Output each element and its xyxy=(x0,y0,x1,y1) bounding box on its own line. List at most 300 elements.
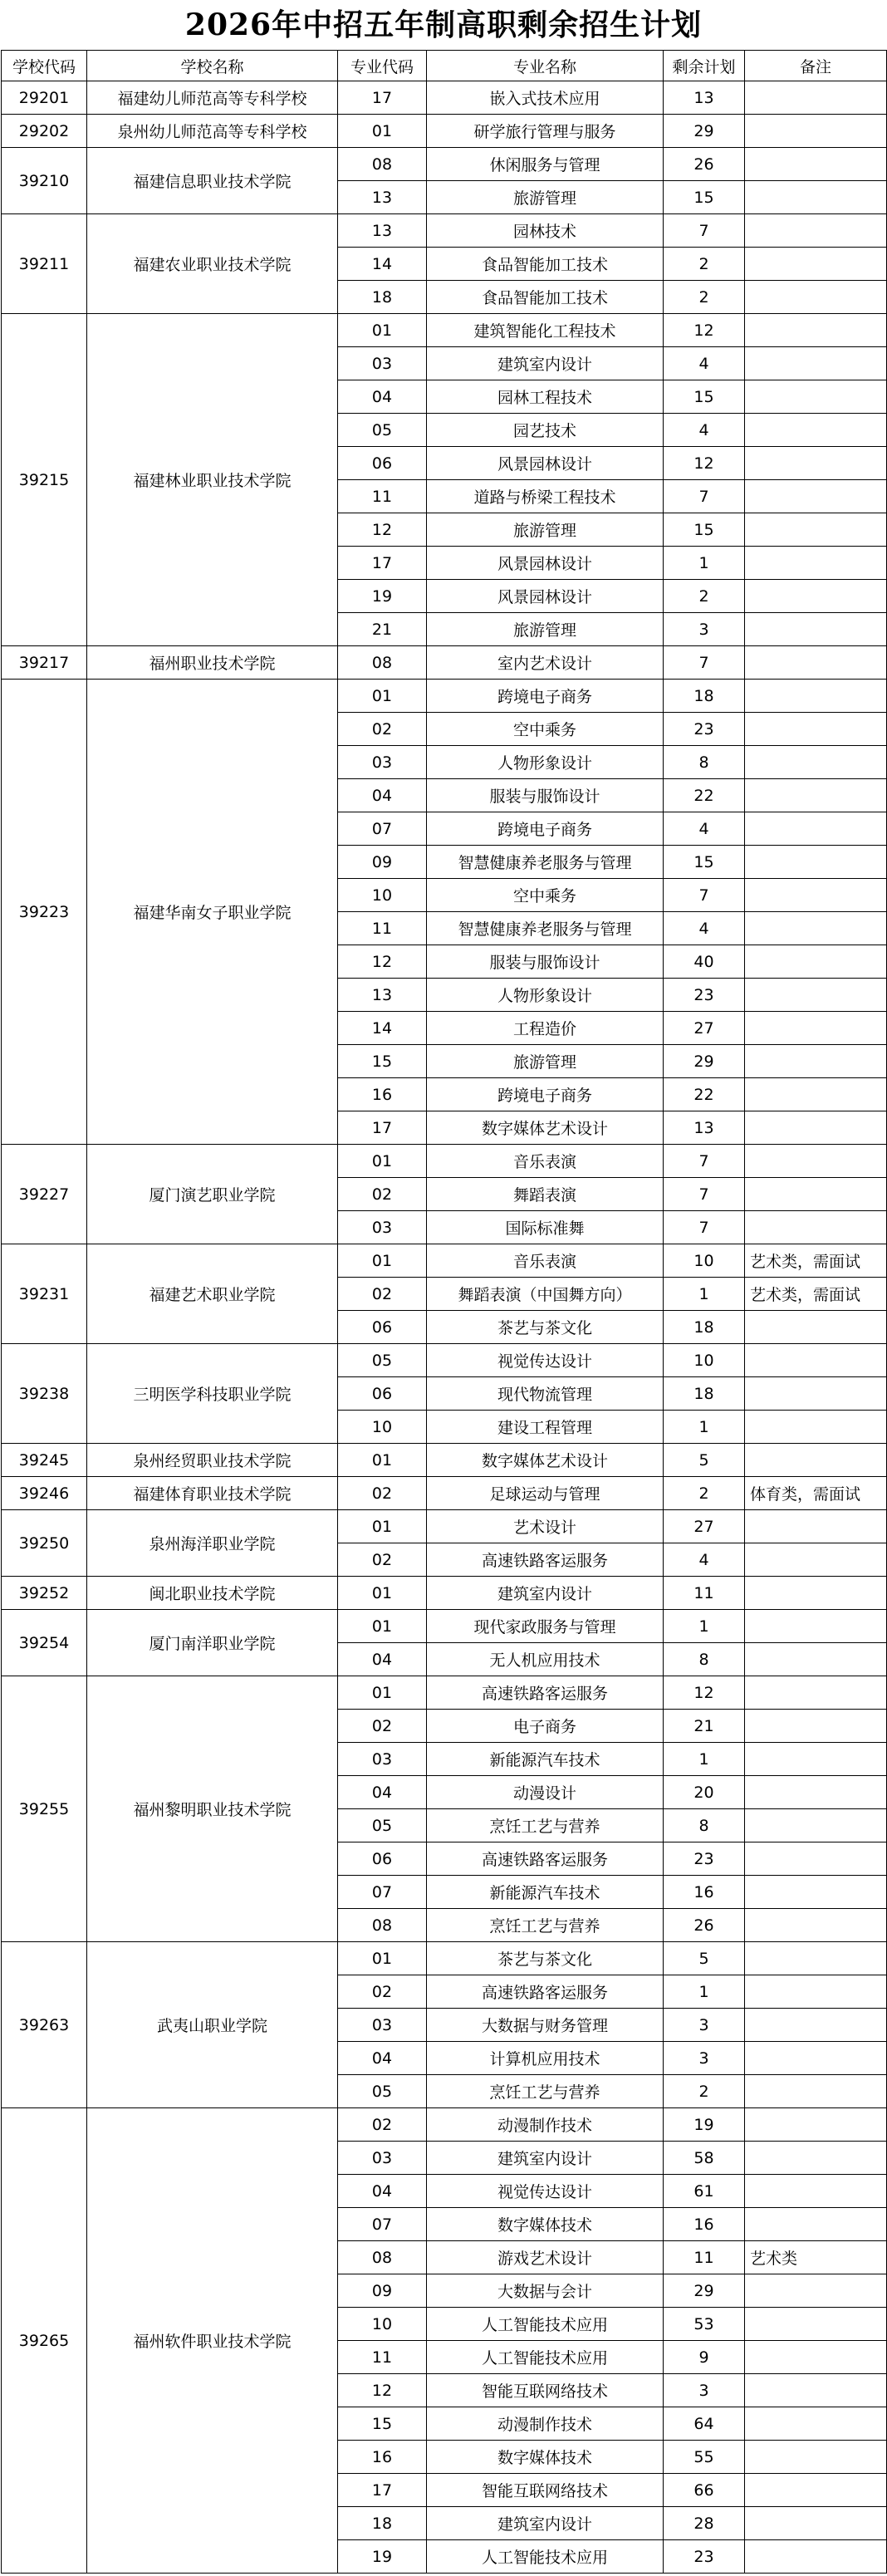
major-code-cell: 07 xyxy=(338,812,427,846)
major-code-cell: 04 xyxy=(338,779,427,812)
major-code-cell: 17 xyxy=(338,1111,427,1145)
table-row xyxy=(2,314,887,347)
remaining-cell: 9 xyxy=(664,2341,745,2374)
remaining-cell: 58 xyxy=(664,2142,745,2175)
major-code-cell: 21 xyxy=(338,613,427,646)
remaining-cell: 23 xyxy=(664,979,745,1012)
major-code-cell: 02 xyxy=(338,1278,427,1311)
remaining-cell: 18 xyxy=(664,680,745,713)
remark-cell xyxy=(745,1344,887,1377)
remark-cell xyxy=(745,2308,887,2341)
remark-cell xyxy=(745,1045,887,1078)
remaining-cell: 4 xyxy=(664,912,745,945)
remark-cell xyxy=(745,380,887,414)
remark-cell xyxy=(745,1377,887,1411)
remaining-cell: 21 xyxy=(664,1710,745,1743)
major-code-cell: 01 xyxy=(338,1444,427,1477)
remaining-cell: 12 xyxy=(664,314,745,347)
remaining-cell: 18 xyxy=(664,1377,745,1411)
remark-cell xyxy=(745,214,887,248)
major-code-cell: 07 xyxy=(338,1876,427,1909)
table-row xyxy=(2,1477,887,1510)
major-code-cell: 08 xyxy=(338,1909,427,1942)
major-name-cell: 园艺技术 xyxy=(427,414,664,447)
major-name-cell: 大数据与会计 xyxy=(427,2274,664,2308)
major-name-cell: 休闲服务与管理 xyxy=(427,148,664,181)
major-code-cell: 06 xyxy=(338,1377,427,1411)
remaining-cell: 29 xyxy=(664,115,745,148)
major-code-cell: 09 xyxy=(338,846,427,879)
remaining-cell: 18 xyxy=(664,1311,745,1344)
remark-cell xyxy=(745,2009,887,2042)
remaining-cell: 10 xyxy=(664,1344,745,1377)
remaining-cell: 7 xyxy=(664,1178,745,1211)
remark-cell xyxy=(745,1444,887,1477)
major-code-cell: 16 xyxy=(338,1078,427,1111)
major-name-cell: 跨境电子商务 xyxy=(427,1078,664,1111)
major-code-cell: 02 xyxy=(338,2108,427,2142)
major-name-cell: 食品智能加工技术 xyxy=(427,248,664,281)
major-name-cell: 嵌入式技术应用 xyxy=(427,81,664,115)
remark-cell xyxy=(745,2474,887,2507)
remaining-cell: 11 xyxy=(664,1577,745,1610)
remaining-cell: 23 xyxy=(664,1842,745,1876)
remark-cell xyxy=(745,181,887,214)
major-name-cell: 建筑室内设计 xyxy=(427,1577,664,1610)
major-code-cell: 05 xyxy=(338,1344,427,1377)
major-code-cell: 15 xyxy=(338,1045,427,1078)
remaining-cell: 7 xyxy=(664,879,745,912)
major-name-cell: 服装与服饰设计 xyxy=(427,779,664,812)
major-code-cell: 05 xyxy=(338,2075,427,2108)
major-name-cell: 人物形象设计 xyxy=(427,979,664,1012)
remark-cell xyxy=(745,1710,887,1743)
remaining-cell: 55 xyxy=(664,2441,745,2474)
major-name-cell: 动漫制作技术 xyxy=(427,2108,664,2142)
remaining-cell: 15 xyxy=(664,181,745,214)
school-code-cell: 39223 xyxy=(2,680,87,1145)
remaining-cell: 16 xyxy=(664,2208,745,2241)
remaining-cell: 1 xyxy=(664,1743,745,1776)
major-name-cell: 风景园林设计 xyxy=(427,447,664,480)
major-name-cell: 人工智能技术应用 xyxy=(427,2308,664,2341)
remark-cell xyxy=(745,1111,887,1145)
school-name-cell: 福州职业技术学院 xyxy=(87,646,338,680)
remaining-cell: 4 xyxy=(664,347,745,380)
remaining-cell: 40 xyxy=(664,945,745,979)
school-name-cell: 泉州幼儿师范高等专科学校 xyxy=(87,115,338,148)
remark-cell xyxy=(745,1510,887,1543)
remark-cell xyxy=(745,2507,887,2540)
major-name-cell: 建设工程管理 xyxy=(427,1411,664,1444)
major-name-cell: 园林工程技术 xyxy=(427,380,664,414)
remark-cell xyxy=(745,2374,887,2407)
remark-cell xyxy=(745,414,887,447)
major-code-cell: 02 xyxy=(338,713,427,746)
school-name-cell: 福建农业职业技术学院 xyxy=(87,214,338,314)
school-name-cell: 福建信息职业技术学院 xyxy=(87,148,338,214)
header-remark: 备注 xyxy=(745,51,887,81)
remark-cell xyxy=(745,148,887,181)
remaining-cell: 23 xyxy=(664,2540,745,2574)
remaining-cell: 27 xyxy=(664,1012,745,1045)
remark-cell xyxy=(745,945,887,979)
school-name-cell: 福州软件职业技术学院 xyxy=(87,2108,338,2574)
major-name-cell: 茶艺与茶文化 xyxy=(427,1311,664,1344)
major-name-cell: 高速铁路客运服务 xyxy=(427,1842,664,1876)
major-name-cell: 研学旅行管理与服务 xyxy=(427,115,664,148)
school-name-cell: 厦门南洋职业学院 xyxy=(87,1610,338,1676)
remaining-cell: 2 xyxy=(664,248,745,281)
major-code-cell: 03 xyxy=(338,2142,427,2175)
major-name-cell: 智能互联网络技术 xyxy=(427,2474,664,2507)
major-name-cell: 音乐表演 xyxy=(427,1145,664,1178)
school-name-cell: 福建华南女子职业学院 xyxy=(87,680,338,1145)
remaining-cell: 16 xyxy=(664,1876,745,1909)
table-row xyxy=(2,1510,887,1543)
remaining-cell: 7 xyxy=(664,646,745,680)
enrollment-table xyxy=(1,50,887,2574)
major-name-cell: 旅游管理 xyxy=(427,1045,664,1078)
major-name-cell: 现代物流管理 xyxy=(427,1377,664,1411)
remark-cell xyxy=(745,1145,887,1178)
remark-cell xyxy=(745,2075,887,2108)
remaining-cell: 2 xyxy=(664,2075,745,2108)
table-row xyxy=(2,1577,887,1610)
remaining-cell: 7 xyxy=(664,1145,745,1178)
school-code-cell: 39246 xyxy=(2,1477,87,1510)
remaining-cell: 15 xyxy=(664,513,745,547)
remaining-cell: 2 xyxy=(664,1477,745,1510)
school-code-cell: 39217 xyxy=(2,646,87,680)
major-name-cell: 游戏艺术设计 xyxy=(427,2241,664,2274)
remark-cell xyxy=(745,1610,887,1643)
major-name-cell: 新能源汽车技术 xyxy=(427,1876,664,1909)
major-code-cell: 17 xyxy=(338,81,427,115)
remaining-cell: 5 xyxy=(664,1942,745,1975)
major-code-cell: 13 xyxy=(338,979,427,1012)
major-code-cell: 07 xyxy=(338,2208,427,2241)
school-name-cell: 武夷山职业学院 xyxy=(87,1942,338,2108)
school-name-cell: 福建幼儿师范高等专科学校 xyxy=(87,81,338,115)
remaining-cell: 7 xyxy=(664,1211,745,1244)
school-name-cell: 福建艺术职业学院 xyxy=(87,1244,338,1344)
remaining-cell: 10 xyxy=(664,1244,745,1278)
remark-cell: 艺术类，需面试 xyxy=(745,1244,887,1278)
major-name-cell: 风景园林设计 xyxy=(427,580,664,613)
major-code-cell: 03 xyxy=(338,2009,427,2042)
major-name-cell: 艺术设计 xyxy=(427,1510,664,1543)
school-name-cell: 闽北职业技术学院 xyxy=(87,1577,338,1610)
table-row xyxy=(2,115,887,148)
remaining-cell: 4 xyxy=(664,812,745,846)
remaining-cell: 3 xyxy=(664,613,745,646)
major-code-cell: 04 xyxy=(338,2175,427,2208)
remaining-cell: 8 xyxy=(664,1643,745,1676)
school-code-cell: 39227 xyxy=(2,1145,87,1244)
school-code-cell: 39250 xyxy=(2,1510,87,1577)
major-name-cell: 空中乘务 xyxy=(427,713,664,746)
major-name-cell: 跨境电子商务 xyxy=(427,680,664,713)
major-name-cell: 工程造价 xyxy=(427,1012,664,1045)
major-name-cell: 音乐表演 xyxy=(427,1244,664,1278)
remark-cell xyxy=(745,281,887,314)
remaining-cell: 15 xyxy=(664,846,745,879)
remaining-cell: 64 xyxy=(664,2407,745,2441)
remark-cell xyxy=(745,1676,887,1710)
major-code-cell: 19 xyxy=(338,2540,427,2574)
major-name-cell: 建筑室内设计 xyxy=(427,2507,664,2540)
major-name-cell: 室内艺术设计 xyxy=(427,646,664,680)
remark-cell xyxy=(745,2341,887,2374)
major-name-cell: 人工智能技术应用 xyxy=(427,2341,664,2374)
table-row xyxy=(2,1444,887,1477)
remark-cell xyxy=(745,1078,887,1111)
remaining-cell: 22 xyxy=(664,1078,745,1111)
school-code-cell: 39211 xyxy=(2,214,87,314)
school-code-cell: 39245 xyxy=(2,1444,87,1477)
major-name-cell: 道路与桥梁工程技术 xyxy=(427,480,664,513)
major-name-cell: 烹饪工艺与营养 xyxy=(427,1909,664,1942)
major-code-cell: 06 xyxy=(338,1842,427,1876)
school-name-cell: 泉州海洋职业学院 xyxy=(87,1510,338,1577)
remaining-cell: 13 xyxy=(664,81,745,115)
remark-cell xyxy=(745,646,887,680)
school-code-cell: 39210 xyxy=(2,148,87,214)
remark-cell xyxy=(745,1809,887,1842)
remark-cell xyxy=(745,547,887,580)
remark-cell xyxy=(745,1411,887,1444)
major-name-cell: 人物形象设计 xyxy=(427,746,664,779)
header-major-code: 专业代码 xyxy=(338,51,427,81)
remark-cell xyxy=(745,2108,887,2142)
major-code-cell: 13 xyxy=(338,214,427,248)
major-code-cell: 02 xyxy=(338,1477,427,1510)
school-name-cell: 厦门演艺职业学院 xyxy=(87,1145,338,1244)
major-code-cell: 03 xyxy=(338,1211,427,1244)
table-row xyxy=(2,214,887,248)
remark-cell xyxy=(745,2540,887,2574)
major-code-cell: 01 xyxy=(338,1610,427,1643)
school-code-cell: 39254 xyxy=(2,1610,87,1676)
major-code-cell: 01 xyxy=(338,1676,427,1710)
major-code-cell: 18 xyxy=(338,281,427,314)
school-code-cell: 39255 xyxy=(2,1676,87,1942)
major-code-cell: 10 xyxy=(338,879,427,912)
remark-cell xyxy=(745,1311,887,1344)
table-header-row xyxy=(2,51,887,81)
major-code-cell: 03 xyxy=(338,347,427,380)
remark-cell xyxy=(745,513,887,547)
major-name-cell: 视觉传达设计 xyxy=(427,2175,664,2208)
remark-cell xyxy=(745,447,887,480)
major-name-cell: 高速铁路客运服务 xyxy=(427,1676,664,1710)
remaining-cell: 27 xyxy=(664,1510,745,1543)
major-code-cell: 01 xyxy=(338,115,427,148)
table-row xyxy=(2,680,887,713)
remark-cell xyxy=(745,2142,887,2175)
table-row xyxy=(2,1676,887,1710)
remaining-cell: 12 xyxy=(664,447,745,480)
remaining-cell: 26 xyxy=(664,148,745,181)
remaining-cell: 1 xyxy=(664,1975,745,2009)
remark-cell xyxy=(745,746,887,779)
major-code-cell: 01 xyxy=(338,1942,427,1975)
remaining-cell: 15 xyxy=(664,380,745,414)
remaining-cell: 3 xyxy=(664,2374,745,2407)
major-code-cell: 01 xyxy=(338,680,427,713)
major-code-cell: 17 xyxy=(338,547,427,580)
header-school-name: 学校名称 xyxy=(87,51,338,81)
major-code-cell: 05 xyxy=(338,414,427,447)
major-code-cell: 10 xyxy=(338,1411,427,1444)
major-name-cell: 食品智能加工技术 xyxy=(427,281,664,314)
table-row xyxy=(2,148,887,181)
remaining-cell: 13 xyxy=(664,1111,745,1145)
school-code-cell: 39252 xyxy=(2,1577,87,1610)
remaining-cell: 4 xyxy=(664,1543,745,1577)
remark-cell xyxy=(745,879,887,912)
remark-cell xyxy=(745,912,887,945)
remark-cell xyxy=(745,1211,887,1244)
remaining-cell: 8 xyxy=(664,1809,745,1842)
major-code-cell: 11 xyxy=(338,2341,427,2374)
page-title: 2026年中招五年制高职剩余招生计划 xyxy=(184,7,703,42)
major-name-cell: 建筑室内设计 xyxy=(427,347,664,380)
major-name-cell: 动漫设计 xyxy=(427,1776,664,1809)
remaining-cell: 19 xyxy=(664,2108,745,2142)
table-row xyxy=(2,1145,887,1178)
remark-cell xyxy=(745,713,887,746)
remark-cell xyxy=(745,979,887,1012)
school-code-cell: 29202 xyxy=(2,115,87,148)
table-row xyxy=(2,1244,887,1278)
remark-cell: 艺术类，需面试 xyxy=(745,1278,887,1311)
remark-cell xyxy=(745,1577,887,1610)
remark-cell xyxy=(745,2274,887,2308)
table-row xyxy=(2,1610,887,1643)
major-name-cell: 高速铁路客运服务 xyxy=(427,1975,664,2009)
major-name-cell: 跨境电子商务 xyxy=(427,812,664,846)
major-code-cell: 02 xyxy=(338,1178,427,1211)
remark-cell xyxy=(745,347,887,380)
remark-cell xyxy=(745,1776,887,1809)
major-code-cell: 06 xyxy=(338,447,427,480)
major-name-cell: 视觉传达设计 xyxy=(427,1344,664,1377)
remaining-cell: 12 xyxy=(664,1676,745,1710)
major-code-cell: 04 xyxy=(338,1776,427,1809)
major-code-cell: 01 xyxy=(338,1577,427,1610)
major-name-cell: 动漫制作技术 xyxy=(427,2407,664,2441)
remaining-cell: 2 xyxy=(664,281,745,314)
major-code-cell: 06 xyxy=(338,1311,427,1344)
remark-cell xyxy=(745,680,887,713)
major-name-cell: 服装与服饰设计 xyxy=(427,945,664,979)
major-name-cell: 国际标准舞 xyxy=(427,1211,664,1244)
major-code-cell: 04 xyxy=(338,1643,427,1676)
major-name-cell: 智慧健康养老服务与管理 xyxy=(427,912,664,945)
major-name-cell: 无人机应用技术 xyxy=(427,1643,664,1676)
school-code-cell: 39231 xyxy=(2,1244,87,1344)
major-name-cell: 烹饪工艺与营养 xyxy=(427,1809,664,1842)
major-name-cell: 园林技术 xyxy=(427,214,664,248)
major-code-cell: 15 xyxy=(338,2407,427,2441)
major-code-cell: 17 xyxy=(338,2474,427,2507)
major-code-cell: 08 xyxy=(338,646,427,680)
remaining-cell: 61 xyxy=(664,2175,745,2208)
remaining-cell: 22 xyxy=(664,779,745,812)
major-name-cell: 新能源汽车技术 xyxy=(427,1743,664,1776)
school-name-cell: 福建林业职业技术学院 xyxy=(87,314,338,646)
major-code-cell: 19 xyxy=(338,580,427,613)
remaining-cell: 29 xyxy=(664,1045,745,1078)
remark-cell xyxy=(745,1012,887,1045)
major-code-cell: 11 xyxy=(338,912,427,945)
major-code-cell: 10 xyxy=(338,2308,427,2341)
remark-cell xyxy=(745,2175,887,2208)
remaining-cell: 7 xyxy=(664,480,745,513)
major-code-cell: 02 xyxy=(338,1710,427,1743)
major-name-cell: 智能互联网络技术 xyxy=(427,2374,664,2407)
remark-cell xyxy=(745,1942,887,1975)
major-name-cell: 数字媒体技术 xyxy=(427,2208,664,2241)
remaining-cell: 66 xyxy=(664,2474,745,2507)
major-code-cell: 12 xyxy=(338,2374,427,2407)
major-name-cell: 数字媒体艺术设计 xyxy=(427,1444,664,1477)
remark-cell xyxy=(745,480,887,513)
major-code-cell: 12 xyxy=(338,945,427,979)
major-name-cell: 旅游管理 xyxy=(427,513,664,547)
remark-cell xyxy=(745,81,887,115)
major-code-cell: 01 xyxy=(338,1510,427,1543)
remark-cell: 体育类，需面试 xyxy=(745,1477,887,1510)
remark-cell xyxy=(745,1178,887,1211)
remark-cell xyxy=(745,779,887,812)
major-code-cell: 11 xyxy=(338,480,427,513)
remark-cell xyxy=(745,846,887,879)
major-code-cell: 05 xyxy=(338,1809,427,1842)
major-name-cell: 空中乘务 xyxy=(427,879,664,912)
remark-cell xyxy=(745,1543,887,1577)
remaining-cell: 5 xyxy=(664,1444,745,1477)
remaining-cell: 53 xyxy=(664,2308,745,2341)
major-code-cell: 03 xyxy=(338,1743,427,1776)
school-name-cell: 福建体育职业技术学院 xyxy=(87,1477,338,1510)
major-name-cell: 舞蹈表演 xyxy=(427,1178,664,1211)
remaining-cell: 1 xyxy=(664,547,745,580)
major-code-cell: 02 xyxy=(338,1543,427,1577)
table-row xyxy=(2,81,887,115)
school-code-cell: 29201 xyxy=(2,81,87,115)
remark-cell xyxy=(745,580,887,613)
remaining-cell: 1 xyxy=(664,1610,745,1643)
remark-cell xyxy=(745,314,887,347)
remark-cell xyxy=(745,1643,887,1676)
remark-cell xyxy=(745,2441,887,2474)
major-code-cell: 04 xyxy=(338,2042,427,2075)
major-name-cell: 智慧健康养老服务与管理 xyxy=(427,846,664,879)
major-name-cell: 大数据与财务管理 xyxy=(427,2009,664,2042)
header-major-name: 专业名称 xyxy=(427,51,664,81)
major-code-cell: 18 xyxy=(338,2507,427,2540)
major-name-cell: 舞蹈表演（中国舞方向） xyxy=(427,1278,664,1311)
remaining-cell: 4 xyxy=(664,414,745,447)
major-code-cell: 14 xyxy=(338,1012,427,1045)
remark-cell xyxy=(745,613,887,646)
major-name-cell: 建筑智能化工程技术 xyxy=(427,314,664,347)
table-row xyxy=(2,2108,887,2142)
major-name-cell: 足球运动与管理 xyxy=(427,1477,664,1510)
